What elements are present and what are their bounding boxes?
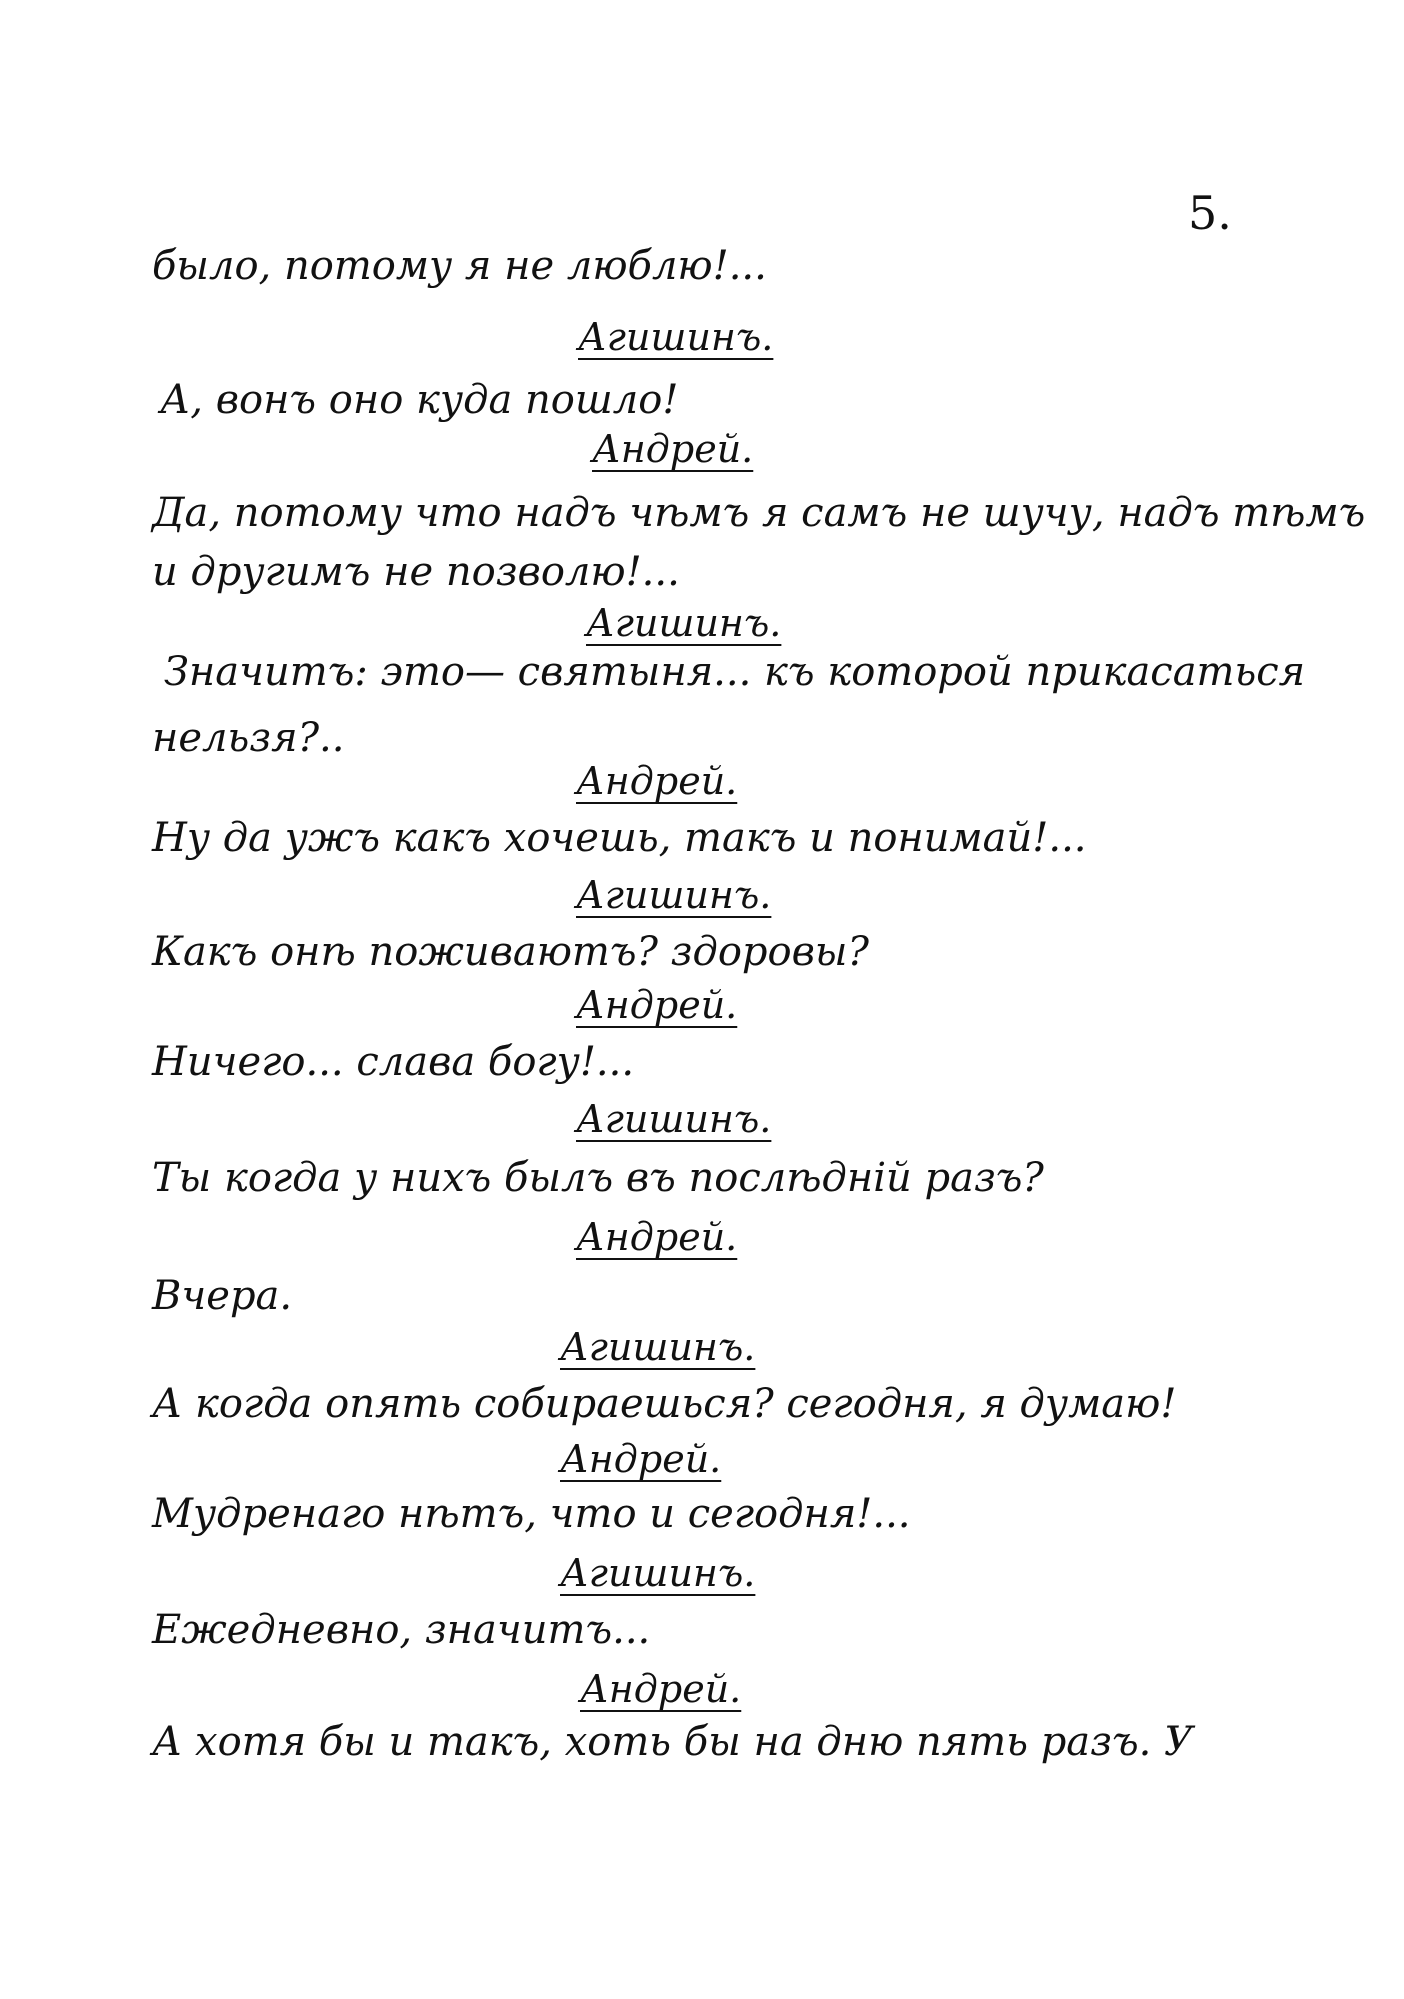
dialogue-line: А когда опять собираешься? сегодня, я думаю! [152,1381,1177,1427]
page-number: 5. [1188,186,1232,240]
dialogue-line: Ну да ужъ какъ хочешь, такъ и понимай!... [152,815,1087,861]
speaker-name: Агишинъ. [576,873,772,917]
dialogue-line: Да, потому что надъ чѣмъ я самъ не шучу, надъ тѣмъ [152,490,1366,536]
dialogue-line: Какъ онѣ поживаютъ? здоровы? [152,929,869,975]
dialogue-line: А, вонъ оно куда пошло! [160,377,679,423]
speaker-name: Агишинъ. [578,315,774,359]
dialogue-line: А хотя бы и такъ, хоть бы на дню пять разъ. У [152,1719,1193,1765]
speaker-name: Андрей. [576,759,738,803]
dialogue-line: Ничего... слава богу!... [152,1039,635,1085]
speaker-name: Агишинъ. [560,1325,756,1369]
speaker-name: Андрей. [576,1215,738,1259]
speaker-name: Андрей. [560,1437,722,1481]
dialogue-line: и другимъ не позволю!... [152,549,680,595]
dialogue-line: нельзя?.. [152,715,345,761]
dialogue-line: Мудренаго нѣтъ, что и сегодня!... [152,1491,911,1537]
dialogue-line: Вчера. [152,1273,293,1319]
speaker-name: Андрей. [580,1667,742,1711]
dialogue-line: Ты когда у нихъ былъ въ послѣдній разъ? [152,1155,1044,1201]
speaker-name: Агишинъ. [576,1097,772,1141]
speaker-name: Агишинъ. [560,1551,756,1595]
dialogue-line: Ежедневно, значитъ... [152,1607,651,1653]
speaker-name: Андрей. [592,427,754,471]
speaker-name: Андрей. [576,983,738,1027]
dialogue-line: было, потому я не люблю!... [152,243,767,289]
speaker-name: Агишинъ. [586,601,782,645]
dialogue-line: Значитъ: это— святыня... къ которой прикасаться [164,649,1306,695]
